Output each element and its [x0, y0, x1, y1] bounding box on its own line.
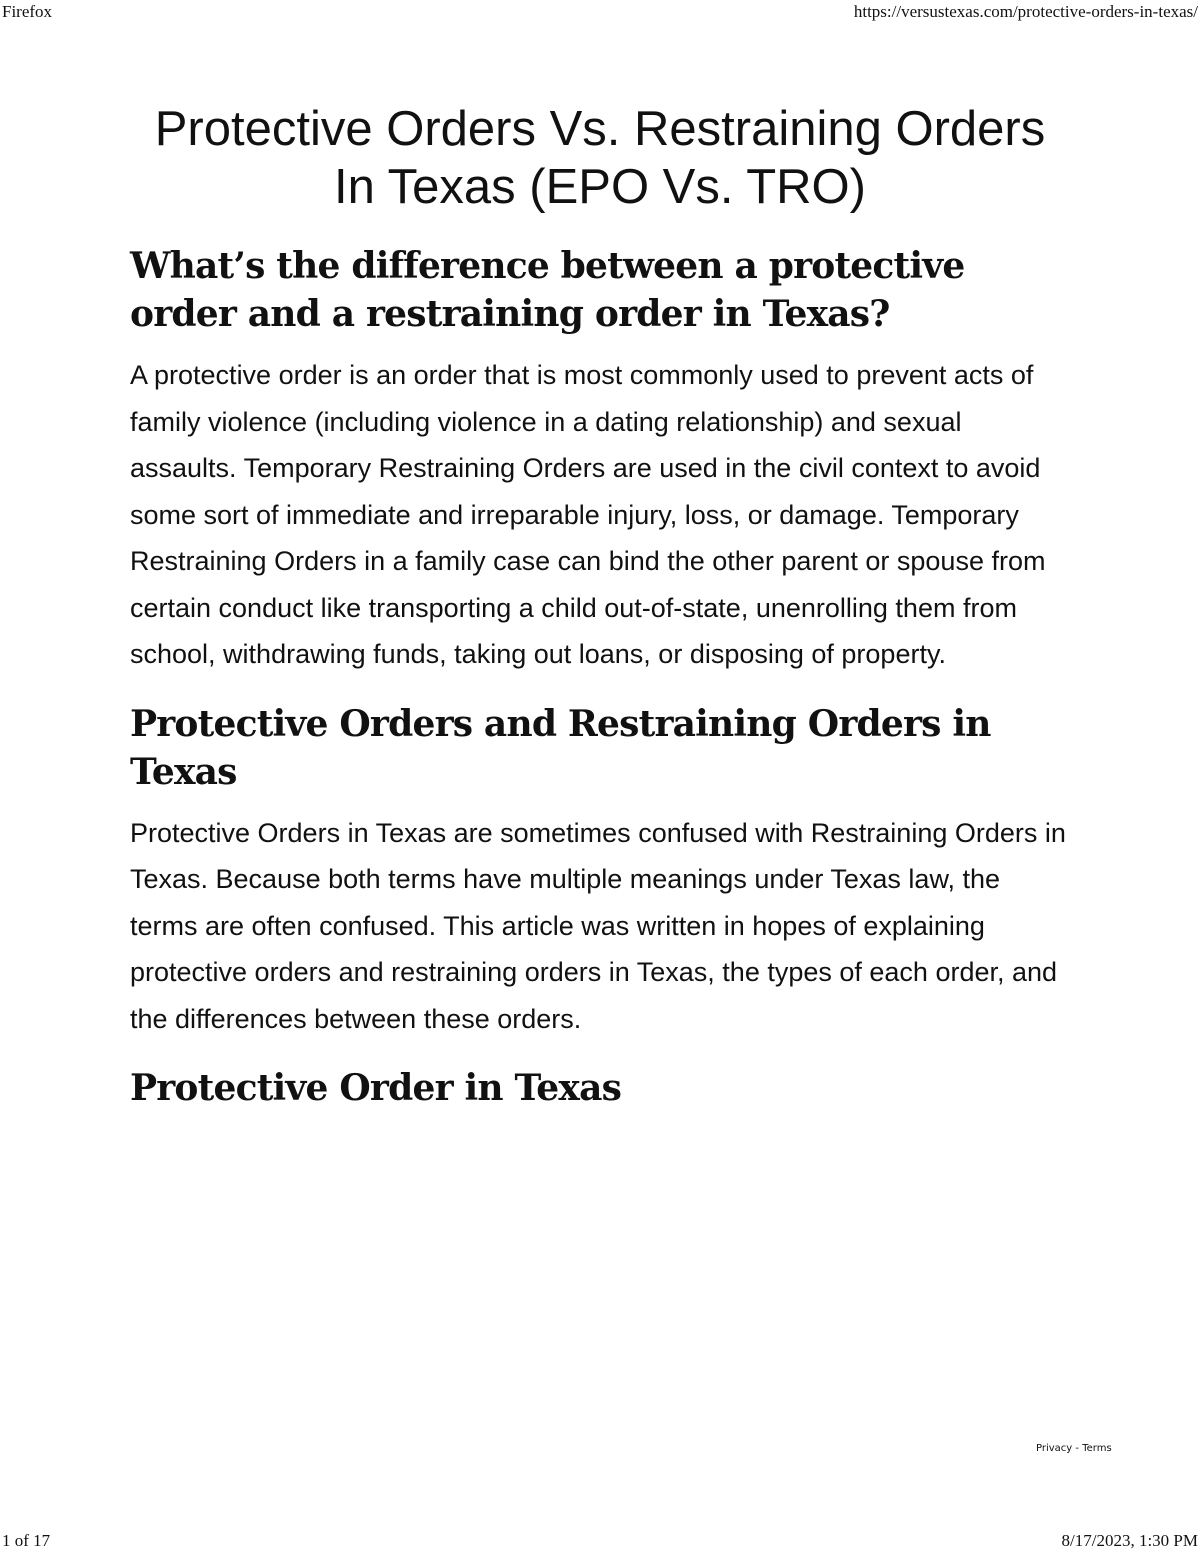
section-heading-orders: Protective Orders and Restraining Orders in Texas	[130, 702, 991, 793]
section-paragraph-difference: A protective order is an order that is most commonly used to prevent acts of family violence (including violence in a dating relationship) and sexual assaults. Temporary Restraining Orders are used in the civil context to avoid some sort of immediate and irreparable injury, loss, or damage. Temporary Restraining Orders in a family case can bind the other parent or spouse from certain conduct like transporting a child out-of-state, unenrolling them from school, withdrawing funds, taking out loans, or disposing of property.	[130, 360, 1046, 669]
section-paragraph-orders: Protective Orders in Texas are sometimes confused with Restraining Orders in Texas. Because both terms have multiple meanings under Texas law, the terms are often confused. This article was written in hopes of explaining protective orders and restraining orders in Texas, the types of each order, and the differences between these orders.	[130, 817, 1066, 1034]
terms-link[interactable]: Terms	[1082, 1443, 1112, 1454]
print-header	[0, 2, 1200, 24]
privacy-link[interactable]: Privacy	[1036, 1443, 1073, 1454]
section-heading-protective-order: Protective Order in Texas	[130, 1067, 622, 1109]
section-heading-difference: What’s the difference between a protective order and a restraining order in Texas?	[130, 245, 965, 335]
print-datetime: 8/17/2023, 1:30 PM	[1061, 1531, 1198, 1550]
page-url: https://versustexas.com/protective-orders-in-texas/	[853, 2, 1198, 21]
link-separator: -	[1075, 1443, 1080, 1454]
browser-name: Firefox	[2, 2, 53, 21]
article	[130, 100, 1070, 1126]
page-title: Protective Orders Vs. Restraining Orders In Texas (EPO Vs. TRO)	[154, 102, 1046, 214]
print-footer	[0, 1531, 1200, 1553]
recaptcha-links	[1036, 1443, 1112, 1454]
page-counter: 1 of 17	[2, 1531, 51, 1550]
